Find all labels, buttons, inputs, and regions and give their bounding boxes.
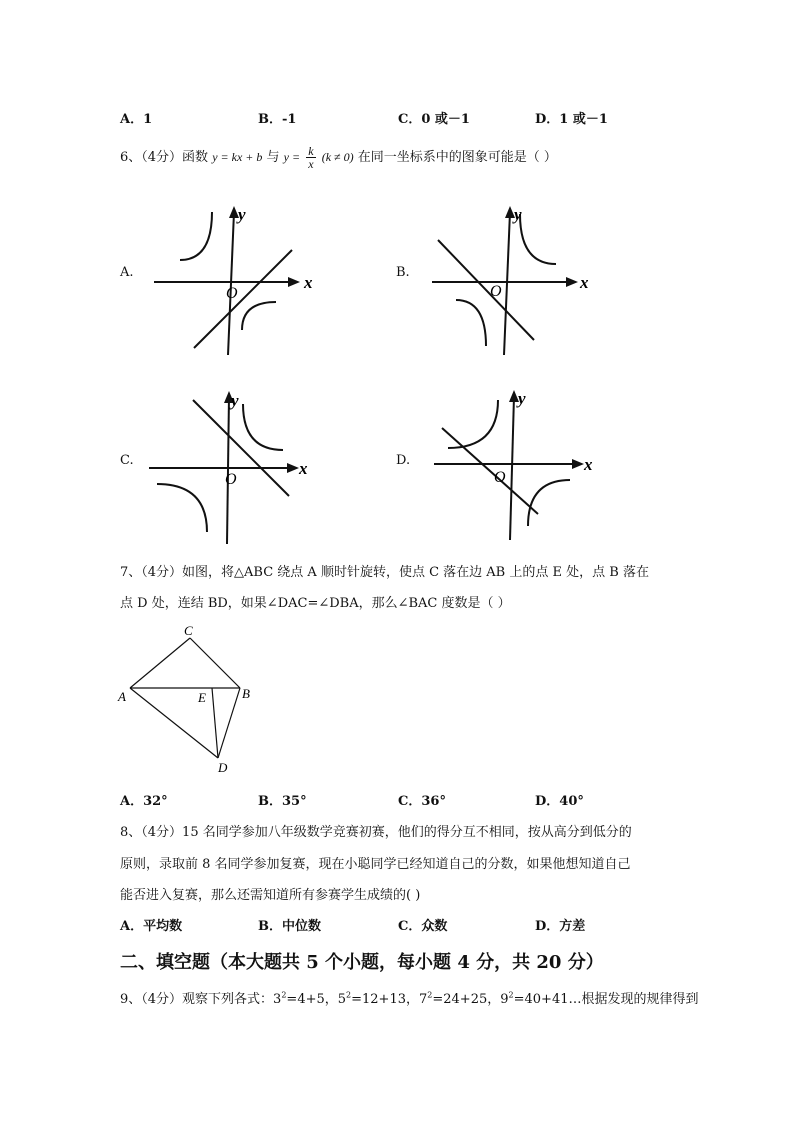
point-d-label: D [218, 760, 228, 775]
linear-function-line [438, 240, 534, 340]
q7-stem-line-2: 点 D 处，连结 BD，如果∠DAC=∠DBA，那么∠BAC 度数是（ ） [120, 596, 511, 611]
x-axis-arrow [287, 463, 299, 473]
q8-option-a: A．平均数 [120, 919, 183, 934]
q9-eq1-rhs: =4+5， [286, 992, 338, 1007]
q6-graph-c [145, 388, 320, 548]
segment-bd [218, 688, 240, 758]
x-axis-arrow [566, 277, 578, 287]
point-a-label: A [118, 689, 126, 704]
q7-option-c: C．36° [398, 794, 446, 809]
q6-condition: (k ≠ 0) [321, 150, 354, 164]
q8-stem-line-1: 8、（4分）15 名同学参加八年级数学竞赛初赛，他们的得分互不相同，按从高分到低分的 [120, 825, 632, 840]
q6-fraction-numerator: k [308, 144, 314, 158]
y-axis [504, 212, 510, 355]
q7-triangle-figure [112, 620, 262, 780]
point-b-label: B [242, 686, 250, 701]
hyperbola-branch-upper-left [180, 212, 212, 260]
segment-ac [130, 638, 190, 688]
q9-eq4-base: 9 [500, 992, 509, 1007]
q9-eq1-base: 3 [273, 992, 282, 1007]
origin-label: O [225, 471, 237, 488]
hyperbola-branch-lower-left [456, 300, 486, 346]
q9-eq3-base: 7 [419, 992, 428, 1007]
q6-graph-label-b: B. [396, 265, 410, 280]
q6-mid-text: 与 [266, 150, 280, 165]
q6-fraction [306, 145, 315, 170]
x-axis-label: x [580, 273, 589, 292]
q9-eq2-exp: 2 [346, 990, 352, 1000]
q9-eq3-rhs: =24+25， [432, 992, 501, 1007]
q7-stem-line-1: 7、（4分）如图，将△ABC 绕点 A 顺时针旋转，使点 C 落在边 AB 上的点 E 处，点 B 落在 [120, 565, 649, 580]
q5-option-d: D．1 或－1 [535, 112, 608, 127]
q7-option-d: D．40° [535, 794, 584, 809]
q6-fraction-denominator: x [308, 157, 314, 171]
hyperbola-branch-lower-right [242, 302, 276, 330]
q6-graph-d [428, 388, 603, 548]
q8-stem-line-3: 能否进入复赛，那么还需知道所有参赛学生成绩的( ) [120, 888, 421, 903]
q6-formula-inverse-lhs: y = [283, 150, 301, 164]
q8-option-d: D．方差 [535, 919, 586, 934]
x-axis-label: x [584, 455, 593, 474]
y-axis-label: y [518, 389, 526, 408]
point-c-label: C [184, 623, 193, 638]
hyperbola-branch-lower-left [157, 484, 207, 532]
q6-graph-label-d: D. [396, 453, 411, 468]
q8-stem-line-2: 原则，录取前 8 名同学参加复赛，现在小聪同学已经知道自己的分数，如果他想知道自己 [120, 857, 631, 872]
q6-graph-label-a: A. [120, 265, 134, 280]
q9-stem [120, 988, 699, 1007]
q9-eq4-rhs: =40+41…根据发现的规律得到 [513, 992, 699, 1007]
hyperbola-branch-upper-right [520, 214, 556, 264]
section-heading-fill-in: 二、填空题（本大题共 5 个小题，每小题 4 分，共 20 分） [120, 952, 604, 973]
linear-function-line [194, 250, 292, 348]
q6-graph-a [150, 200, 320, 360]
q9-eq2-base: 5 [337, 992, 347, 1007]
origin-label: O [494, 469, 506, 486]
hyperbola-branch-lower-right [528, 480, 570, 526]
origin-label: O [226, 285, 238, 302]
q8-option-c: C．众数 [398, 919, 448, 934]
y-axis [510, 396, 514, 540]
q9-prefix: 9、（4分）观察下列各式： [120, 992, 274, 1007]
q5-option-c: C．0 或－1 [398, 112, 470, 127]
x-axis-label: x [299, 459, 308, 478]
linear-function-line [442, 428, 538, 514]
q5-option-a: A．1 [120, 112, 153, 127]
y-axis-label: y [231, 391, 239, 410]
q9-eq3-exp: 2 [427, 990, 433, 1000]
q6-number: 6、（4分）函数 [120, 150, 209, 165]
y-axis [227, 396, 229, 544]
segment-ed [212, 688, 218, 758]
q7-option-a: A．32° [120, 794, 168, 809]
x-axis-label: x [304, 273, 313, 292]
linear-function-line [193, 400, 289, 496]
q5-option-b: B．-1 [258, 112, 297, 127]
q6-stem [120, 145, 557, 170]
x-axis-arrow [572, 459, 584, 469]
q6-formula-linear: y = kx + b [212, 150, 263, 164]
origin-label: O [490, 283, 502, 300]
point-e-label: E [198, 690, 206, 705]
y-axis-label: y [238, 205, 246, 224]
x-axis-arrow [288, 277, 300, 287]
q9-eq1-exp: 2 [281, 990, 287, 1000]
q8-option-b: B．中位数 [258, 919, 321, 934]
q9-eq4-exp: 2 [508, 990, 514, 1000]
q9-eq2-rhs: =12+13， [351, 992, 419, 1007]
segment-cb [190, 638, 240, 688]
y-axis [228, 212, 234, 355]
q6-tail-text: 在同一坐标系中的图象可能是（ ） [357, 150, 557, 165]
y-axis-label: y [514, 205, 522, 224]
q6-graph-b [428, 200, 598, 360]
q7-option-b: B．35° [258, 794, 307, 809]
hyperbola-branch-upper-right [243, 404, 283, 450]
q6-graph-label-c: C. [120, 453, 134, 468]
